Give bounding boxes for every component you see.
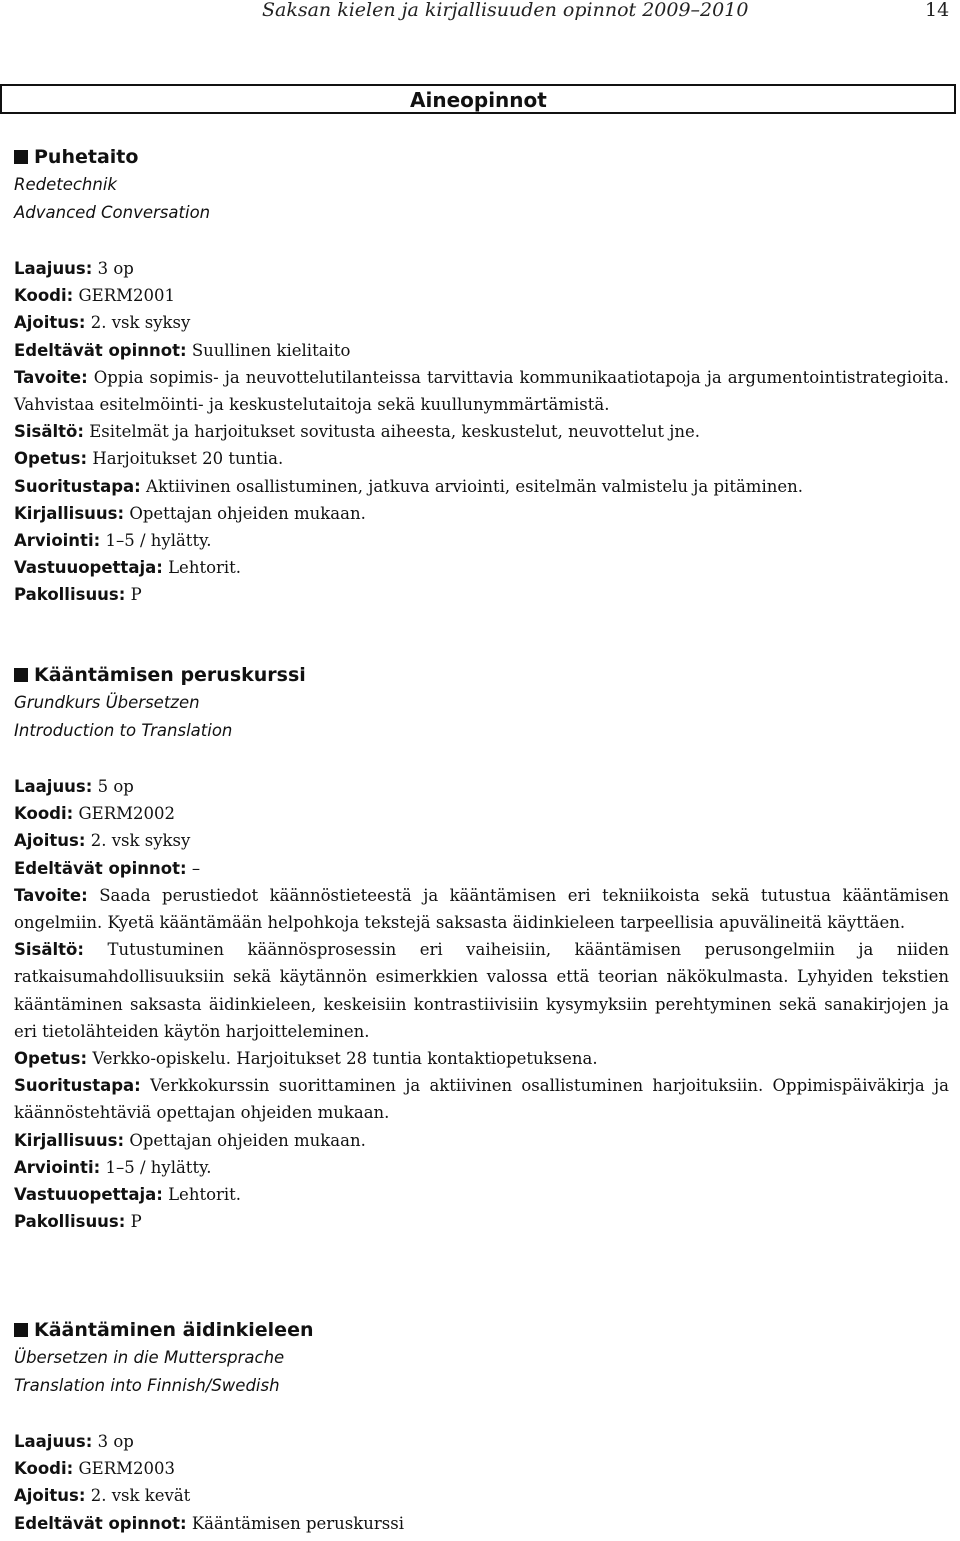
field-value: 2. vsk syksy bbox=[90, 313, 191, 333]
field-label: Ajoitus: bbox=[14, 313, 86, 333]
field-value: Opettajan ohjeiden mukaan. bbox=[129, 503, 366, 523]
field-value: Kääntämisen peruskurssi bbox=[191, 1513, 404, 1533]
field-edeltavat bbox=[14, 1510, 949, 1537]
course-title bbox=[14, 661, 949, 689]
course-subtitle-english: Translation into Finnish/Swedish bbox=[14, 1376, 280, 1395]
field-label: Edeltävät opinnot: bbox=[14, 1513, 187, 1533]
field-label: Koodi: bbox=[14, 286, 74, 306]
field-label: Ajoitus: bbox=[14, 1486, 86, 1506]
course-subtitle-english: Advanced Conversation bbox=[14, 203, 211, 222]
field-arviointi bbox=[14, 527, 949, 554]
course-title-text: Puhetaito bbox=[34, 146, 139, 168]
section-heading-box bbox=[0, 84, 956, 114]
course-subtitle-german: Redetechnik bbox=[14, 175, 117, 194]
field-value: GERM2001 bbox=[78, 286, 176, 306]
field-value: Suullinen kielitaito bbox=[191, 340, 351, 360]
field-value: 3 op bbox=[97, 1432, 134, 1451]
field-label: Tavoite: bbox=[14, 367, 88, 387]
field-value: Tutustuminen käännösprosessin eri vaiheisiin, kääntämisen perusongelmiin ja niiden ratkaisumahdollisuuksiin sekä käytännön esimerkkien valossa että teorian näkökulmasta. Lyhyiden tekstien kääntäminen saksasta äidinkieleen, keskeisiin kontrastiivisiin kysymyksiin perehtyminen sekä sanakirjojen ja eri tietolähteiden käytön harjoitteleminen. bbox=[14, 940, 949, 1041]
field-tavoite bbox=[14, 364, 949, 418]
page-number: 14 bbox=[925, 0, 950, 21]
field-value: P bbox=[130, 585, 142, 605]
field-value: Saada perustiedot käännöstieteestä ja kääntämisen eri tekniikoista sekä tutustua kääntämisen ongelmiin. Kyetä kääntämään helpohkoja tekstejä saksasta äidinkieleen tarpeellisia apuvälineitä käyttäen. bbox=[14, 885, 949, 933]
field-value: Oppia sopimis- ja neuvottelutilanteissa tarvittavia kommunikaatiotapoja ja argumentointistrategioita. Vahvistaa esitelmöinti- ja keskustelutaitoja sekä kuullunymmärtämistä. bbox=[14, 367, 950, 415]
field-value: 1–5 / hylätty. bbox=[105, 531, 212, 551]
square-bullet-icon bbox=[14, 668, 28, 682]
page-header bbox=[0, 0, 960, 20]
field-value: 2. vsk kevät bbox=[90, 1486, 191, 1506]
field-value: Lehtorit. bbox=[168, 558, 242, 578]
field-value: Verkkokurssin suorittaminen ja aktiivinen osallistuminen harjoituksiin. Oppimispäiväkirja ja käännöstehtäviä opettajan ohjeiden mukaan. bbox=[14, 1076, 949, 1123]
field-value: Opettajan ohjeiden mukaan. bbox=[129, 1130, 366, 1150]
course-subtitle-german: Übersetzen in die Muttersprache bbox=[14, 1348, 285, 1367]
field-label: Laajuus: bbox=[14, 1432, 93, 1451]
field-value: Harjoitukset 20 tuntia. bbox=[92, 449, 284, 469]
course-title bbox=[14, 1316, 949, 1344]
field-kirjallisuus bbox=[14, 1127, 949, 1154]
field-label: Arviointi: bbox=[14, 531, 101, 551]
course-title-text: Kääntäminen äidinkieleen bbox=[34, 1319, 314, 1341]
section-title: Aineopinnot bbox=[410, 88, 547, 112]
field-label: Kirjallisuus: bbox=[14, 1130, 125, 1150]
course-title-text: Kääntämisen peruskurssi bbox=[34, 664, 306, 686]
field-pakollisuus bbox=[14, 581, 949, 608]
field-ajoitus bbox=[14, 1482, 949, 1509]
field-value: – bbox=[191, 858, 201, 878]
course-puhetaito bbox=[14, 143, 949, 609]
field-ajoitus bbox=[14, 827, 949, 854]
course-subtitle-english: Introduction to Translation bbox=[14, 721, 233, 740]
field-label: Tavoite: bbox=[14, 885, 88, 905]
field-label: Opetus: bbox=[14, 1049, 88, 1069]
field-label: Arviointi: bbox=[14, 1157, 101, 1177]
field-value: 3 op bbox=[97, 259, 134, 278]
course-kaantamisen-peruskurssi bbox=[14, 661, 949, 1235]
field-sisalto bbox=[14, 936, 949, 1045]
field-value: Verkko-opiskelu. Harjoitukset 28 tuntia kontaktiopetuksena. bbox=[92, 1049, 598, 1069]
field-arviointi bbox=[14, 1154, 949, 1181]
field-pakollisuus bbox=[14, 1208, 949, 1235]
field-label: Suoritustapa: bbox=[14, 1076, 141, 1096]
field-value: GERM2003 bbox=[78, 1459, 176, 1479]
field-value: 1–5 / hylätty. bbox=[105, 1157, 212, 1177]
field-ajoitus bbox=[14, 309, 949, 336]
field-edeltavat bbox=[14, 855, 949, 882]
field-value: GERM2002 bbox=[78, 804, 176, 824]
course-subtitle-german: Grundkurs Übersetzen bbox=[14, 693, 200, 712]
field-laajuus bbox=[14, 773, 949, 800]
field-value: P bbox=[130, 1212, 142, 1232]
field-label: Kirjallisuus: bbox=[14, 503, 125, 523]
field-label: Vastuuopettaja: bbox=[14, 558, 163, 578]
field-value: 2. vsk syksy bbox=[90, 831, 191, 851]
field-edeltavat bbox=[14, 337, 949, 364]
field-label: Koodi: bbox=[14, 1459, 74, 1479]
field-suoritustapa bbox=[14, 1072, 949, 1126]
field-laajuus bbox=[14, 1428, 949, 1455]
field-vastuuopettaja bbox=[14, 1181, 949, 1208]
field-label: Pakollisuus: bbox=[14, 1212, 126, 1232]
field-vastuuopettaja bbox=[14, 554, 949, 581]
field-label: Suoritustapa: bbox=[14, 476, 141, 496]
field-label: Pakollisuus: bbox=[14, 585, 126, 605]
field-label: Laajuus: bbox=[14, 777, 93, 796]
field-value: Lehtorit. bbox=[168, 1185, 242, 1205]
field-label: Vastuuopettaja: bbox=[14, 1185, 163, 1205]
field-label: Sisältö: bbox=[14, 422, 84, 442]
field-label: Laajuus: bbox=[14, 259, 93, 278]
field-value: Esitelmät ja harjoitukset sovitusta aiheesta, keskustelut, neuvottelut jne. bbox=[89, 422, 701, 442]
field-label: Ajoitus: bbox=[14, 831, 86, 851]
field-sisalto bbox=[14, 418, 949, 445]
field-label: Opetus: bbox=[14, 449, 88, 469]
field-koodi bbox=[14, 282, 949, 309]
field-tavoite bbox=[14, 882, 949, 936]
field-label: Koodi: bbox=[14, 804, 74, 824]
field-opetus bbox=[14, 1045, 949, 1072]
field-value: Aktiivinen osallistuminen, jatkuva arviointi, esitelmän valmistelu ja pitäminen. bbox=[146, 476, 803, 496]
course-kaantaminen-aidinkieleen bbox=[14, 1316, 949, 1537]
field-koodi bbox=[14, 1455, 949, 1482]
field-laajuus bbox=[14, 255, 949, 282]
square-bullet-icon bbox=[14, 1323, 28, 1337]
field-kirjallisuus bbox=[14, 500, 949, 527]
field-opetus bbox=[14, 445, 949, 472]
header-title: Saksan kielen ja kirjallisuuden opinnot 2009–2010 bbox=[262, 0, 749, 21]
field-value: 5 op bbox=[97, 777, 134, 796]
square-bullet-icon bbox=[14, 150, 28, 164]
field-koodi bbox=[14, 800, 949, 827]
course-title bbox=[14, 143, 949, 171]
field-label: Edeltävät opinnot: bbox=[14, 858, 187, 878]
field-label: Sisältö: bbox=[14, 940, 84, 960]
field-label: Edeltävät opinnot: bbox=[14, 340, 187, 360]
field-suoritustapa bbox=[14, 473, 949, 500]
